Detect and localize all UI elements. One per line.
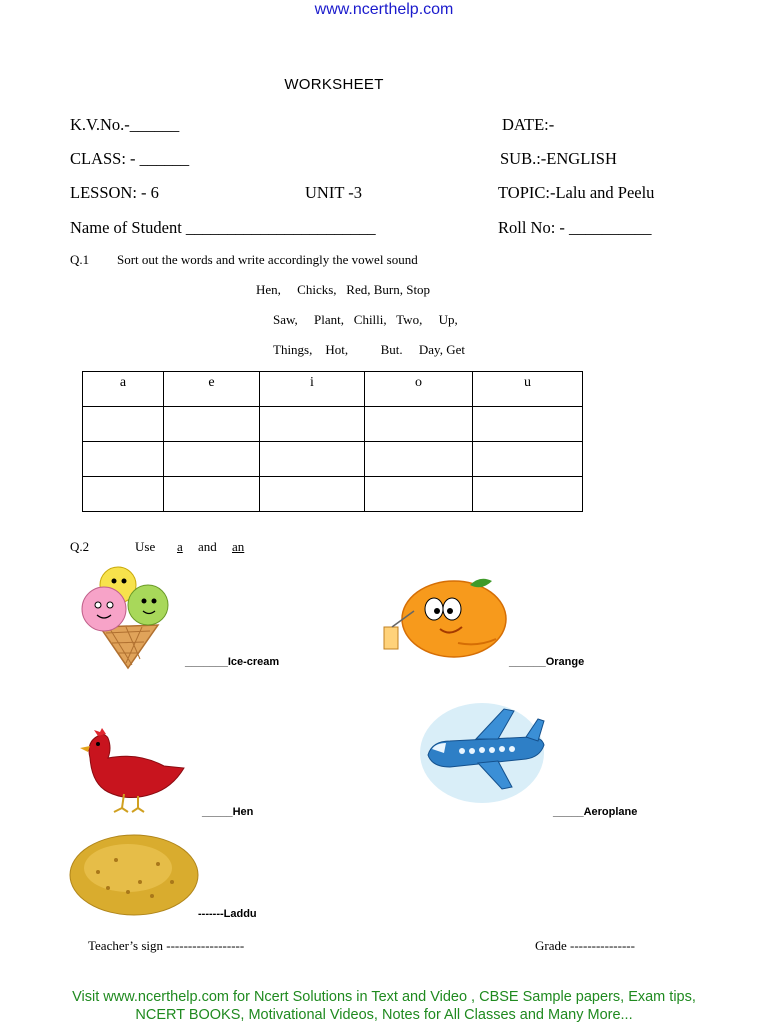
table-cell[interactable] [365,477,473,512]
aeroplane-label: _____Aeroplane [553,806,638,818]
laddu-icon [68,832,200,918]
vowel-header-a: a [83,372,164,407]
grade-field: Grade --------------- [535,938,635,953]
vowel-table [82,371,583,512]
q2-article-a: a [177,539,183,554]
word-list-line-1: Hen, Chicks, Red, Burn, Stop [256,282,431,297]
teacher-sign-field: Teacher’s sign ------------------ [88,938,245,953]
table-cell[interactable] [260,442,365,477]
q2-article-an: an [232,539,245,554]
q1-question: Sort out the words and write accordingly the vowel sound [117,252,418,267]
table-cell[interactable] [260,407,365,442]
roll-number-field: Roll No: - __________ [498,218,652,237]
class-field: CLASS: - ______ [70,149,190,168]
ice-cream-label: _______Ice-cream [185,656,280,668]
table-cell[interactable] [164,477,260,512]
worksheet-title: WORKSHEET [284,76,384,93]
footer-line-2[interactable]: NCERT BOOKS, Motivational Videos, Notes for All Classes and Many More... [135,1007,633,1023]
vowel-header-i: i [260,372,365,407]
table-cell[interactable] [83,477,164,512]
student-name-field: Name of Student _______________________ [70,218,376,237]
table-cell[interactable] [260,477,365,512]
q2-and-label: and [198,539,217,554]
vowel-header-o: o [365,372,473,407]
orange-label: ______Orange [509,656,585,668]
q2-number: Q.2 [70,539,90,554]
table-cell[interactable] [473,442,583,477]
table-cell[interactable] [83,442,164,477]
table-cell[interactable] [83,407,164,442]
word-list-line-2: Saw, Plant, Chilli, Two, Up, [273,312,458,327]
date-field: DATE:- [502,115,555,134]
table-cell[interactable] [164,407,260,442]
table-cell[interactable] [365,442,473,477]
table-cell[interactable] [473,407,583,442]
subject-field: SUB.:-ENGLISH [500,149,617,168]
laddu-label: -------Laddu [198,908,257,920]
q2-use-label: Use [135,539,156,554]
table-row [83,407,583,442]
vowel-header-e: e [164,372,260,407]
word-list-line-3: Things, Hot, But. Day, Get [273,342,465,357]
site-header-link[interactable]: www.ncerthelp.com [314,1,454,18]
vowel-header-u: u [473,372,583,407]
aeroplane-icon [418,697,550,807]
hen-label: _____Hen [202,806,254,818]
table-cell[interactable] [473,477,583,512]
topic-field: TOPIC:-Lalu and Peelu [498,183,655,202]
unit-field: UNIT -3 [305,183,362,202]
table-row [83,477,583,512]
footer-line-1[interactable]: Visit www.ncerthelp.com for Ncert Solutions in Text and Video , CBSE Sample papers, Exam tips, [72,989,696,1005]
ice-cream-icon [70,565,190,670]
table-cell[interactable] [365,407,473,442]
orange-icon [378,575,513,660]
lesson-field: LESSON: - 6 [70,183,159,202]
q1-number: Q.1 [70,252,90,267]
footer-promo [0,988,768,1024]
hen-icon [68,728,188,813]
vowel-header-row [83,372,583,407]
table-cell[interactable] [164,442,260,477]
kv-number-field: K.V.No.-______ [70,115,180,134]
table-row [83,442,583,477]
